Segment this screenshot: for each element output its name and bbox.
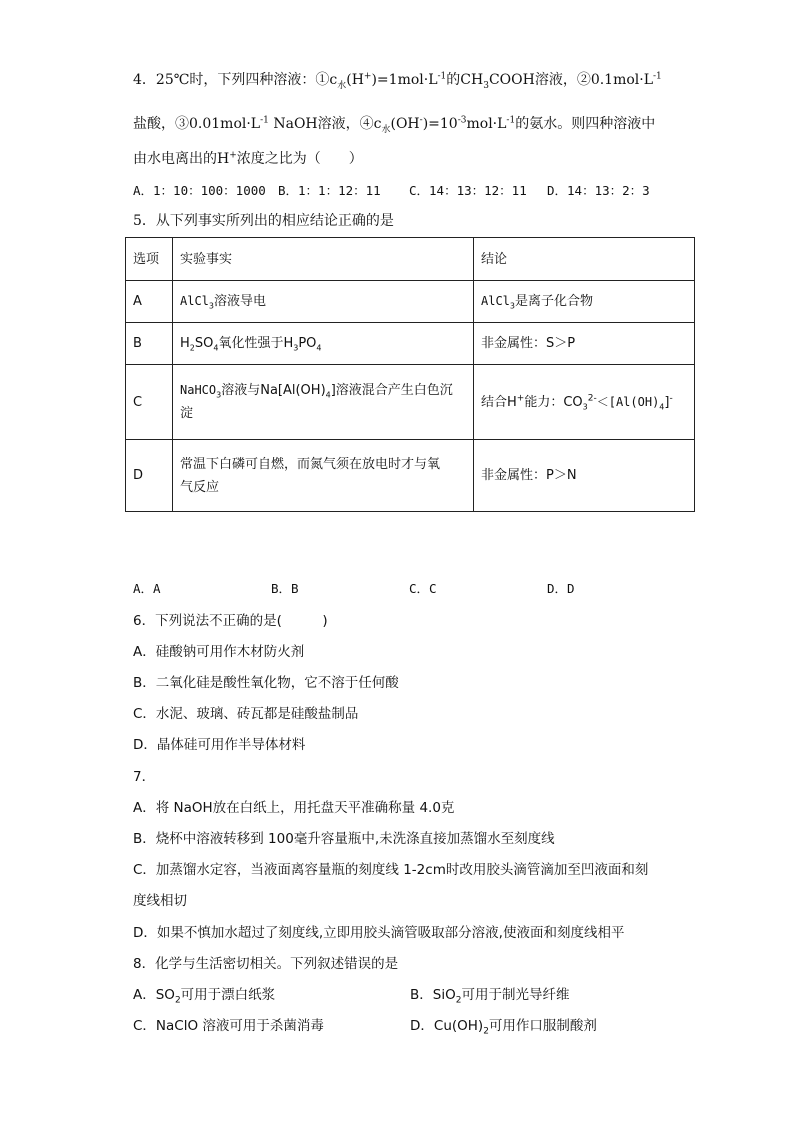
q5-option-b: B．B: [271, 581, 299, 596]
q4-sup: -1: [260, 115, 269, 126]
row-label: A: [126, 281, 173, 323]
q4-sub: 3: [483, 80, 489, 91]
q4-text: (H: [346, 72, 364, 88]
q4-text: 的氨水。则四种溶液中: [515, 116, 656, 132]
fact-sub: 4: [213, 343, 219, 353]
q7-option-b: B．烧杯中溶液转移到 100毫升容量瓶中,未洗涤直接加蒸馏水至刻度线: [133, 831, 555, 847]
q4-sup: +: [229, 150, 237, 161]
row-fact: [173, 365, 474, 440]
concl-text: AlCl: [481, 294, 510, 308]
q4-text: (OH: [390, 116, 420, 132]
header-conclusion: 结论: [474, 238, 695, 281]
fact-text-line2: 淀: [180, 406, 194, 421]
concl-sub: 4: [659, 402, 665, 412]
q4-text: )=10: [422, 116, 458, 132]
q7-option-d: D．如果不慎加水超过了刻度线,立即用胶头滴管吸取部分溶液,使液面和刻度线相平: [133, 925, 625, 941]
fact-text: AlCl: [180, 294, 209, 308]
fact-sub: 2: [189, 343, 195, 353]
q4-text: 4．25℃时，下列四种溶液：①c: [133, 72, 338, 88]
q6-option-a: A．硅酸钠可用作木材防火剂: [133, 644, 305, 660]
row-conclusion: [474, 365, 695, 440]
header-option: 选项: [126, 238, 173, 281]
table-row: [126, 323, 695, 365]
q4-option-c: C．14：13：12：11: [409, 183, 527, 198]
fact-text: 溶液与Na[Al(OH): [221, 383, 326, 398]
q5-option-a: A．A: [133, 581, 161, 596]
q4-text: 由水电离出的H: [133, 151, 230, 167]
concl-sup: 2-: [587, 393, 597, 404]
q6-option-d: D．晶体硅可用作半导体材料: [133, 737, 306, 753]
q4-option-b: B．1：1：12：11: [278, 183, 381, 198]
q5-option-c: C．C: [409, 581, 437, 596]
table-header-row: [126, 238, 695, 281]
q4-text: COOH溶液，②0.1mol·L: [488, 72, 654, 88]
q5-option-d: D．D: [547, 581, 575, 596]
row-conclusion: [474, 281, 695, 323]
concl-sub: 3: [582, 402, 588, 412]
q8-text: D．Cu(OH): [410, 1018, 484, 1034]
q8-text: 可用作口服制酸剂: [488, 1018, 597, 1034]
concl-text: 能力：CO: [524, 394, 583, 410]
q4-text: NaOH溶液，④c: [273, 116, 382, 132]
q4-sup: +: [363, 71, 372, 82]
q8-option-d: [410, 1016, 597, 1036]
row-label: C: [126, 365, 173, 440]
concl-text: ＜[Al(OH): [596, 394, 660, 409]
q4-text: mol·L: [466, 116, 507, 132]
q8-option-a: [133, 985, 275, 1005]
q4-sup: -1: [653, 71, 662, 82]
fact-sub: 4: [325, 390, 331, 400]
concl-text: ]: [664, 394, 670, 410]
q4-sup: -1: [506, 115, 516, 126]
fact-sub: 3: [216, 390, 222, 400]
q4-sub: 水: [381, 124, 391, 135]
row-label: B: [126, 323, 173, 365]
fact-sub: 3: [208, 301, 214, 311]
q8-option-b: [410, 985, 569, 1005]
q7-stem: 7．: [133, 769, 156, 785]
q6-stem: 6．下列说法不正确的是( ): [133, 613, 328, 629]
q8-stem: 8．化学与生活密切相关。下列叙述错误的是: [133, 956, 399, 972]
fact-text: ]溶液混合产生白色沉: [330, 383, 453, 398]
q4-sup: -1: [437, 71, 447, 82]
table-row: [126, 281, 695, 323]
q6-option-b: B．二氧化硅是酸性氧化物，它不溶于任何酸: [133, 675, 399, 691]
concl-text: 结合H: [481, 394, 517, 410]
row-fact: [173, 281, 474, 323]
q6-option-c: C．水泥、玻璃、砖瓦都是硅酸盐制品: [133, 706, 359, 722]
concl-sub: 3: [509, 301, 515, 311]
q8-sub: 2: [174, 995, 181, 1006]
q4-option-d: D．14：13：2：3: [547, 183, 650, 198]
fact-text: H: [180, 336, 190, 351]
fact-text: 溶液导电: [214, 294, 267, 309]
q4-sup: -: [419, 115, 423, 126]
fact-text-line1: 常温下白磷可自燃，而氮气须在放电时才与氧: [180, 456, 441, 472]
fact-text: NaHCO: [180, 383, 217, 397]
fact-text: SO: [194, 336, 214, 351]
fact-text: 氧化性强于H: [218, 336, 294, 351]
q4-sup: -3: [457, 115, 467, 126]
fact-text-line2: 气反应: [180, 479, 220, 495]
q4-line3: [133, 149, 363, 169]
q4-line2: [133, 114, 655, 134]
q5-table: [125, 237, 695, 512]
q4-option-a: A．1：10：100：1000: [133, 183, 266, 198]
concl-sup: -: [669, 393, 673, 404]
q7-option-c-line2: 度线相切: [133, 893, 187, 909]
header-fact: 实验事实: [173, 238, 474, 281]
row-conclusion: 非金属性：P＞N: [474, 440, 695, 512]
fact-sub: 3: [293, 343, 299, 353]
row-fact: [173, 323, 474, 365]
q8-sub: 2: [483, 1026, 489, 1037]
fact-sub: 4: [316, 343, 322, 353]
q8-text: 可用于制光导纤维: [461, 987, 570, 1003]
q8-text: B．SiO: [410, 987, 456, 1003]
q7-option-a: A．将 NaOH放在白纸上，用托盘天平准确称量 4.0克: [133, 800, 455, 816]
concl-text: 是离子化合物: [515, 294, 594, 309]
table-row: [126, 440, 695, 512]
q8-sub: 2: [455, 995, 462, 1006]
row-label: D: [126, 440, 173, 512]
q8-option-c: C．NaClO 溶液可用于杀菌消毒: [133, 1018, 324, 1034]
q4-text: )=1mol·L: [371, 72, 438, 88]
fact-text: PO: [298, 336, 317, 351]
q8-text: A．SO: [133, 987, 175, 1003]
q7-option-c-line1: C．加蒸馏水定容，当液面离容量瓶的刻度线 1-2cm时改用胶头滴管滴加至凹液面和刻: [133, 862, 649, 878]
concl-sup: +: [516, 393, 525, 404]
q5-stem: 5．从下列事实所列出的相应结论正确的是: [133, 213, 394, 229]
q8-text: 可用于漂白纸浆: [180, 987, 276, 1003]
table-row: [126, 365, 695, 440]
q4-sub: 水: [337, 80, 347, 91]
q4-text: 盐酸，③0.01mol·L: [133, 116, 261, 132]
row-conclusion: 非金属性：S＞P: [474, 323, 695, 365]
q4-text: 的CH: [446, 72, 484, 88]
q4-text: 浓度之比为（ ）: [236, 151, 363, 167]
row-fact: [173, 440, 474, 512]
q4-line1: [133, 70, 662, 90]
